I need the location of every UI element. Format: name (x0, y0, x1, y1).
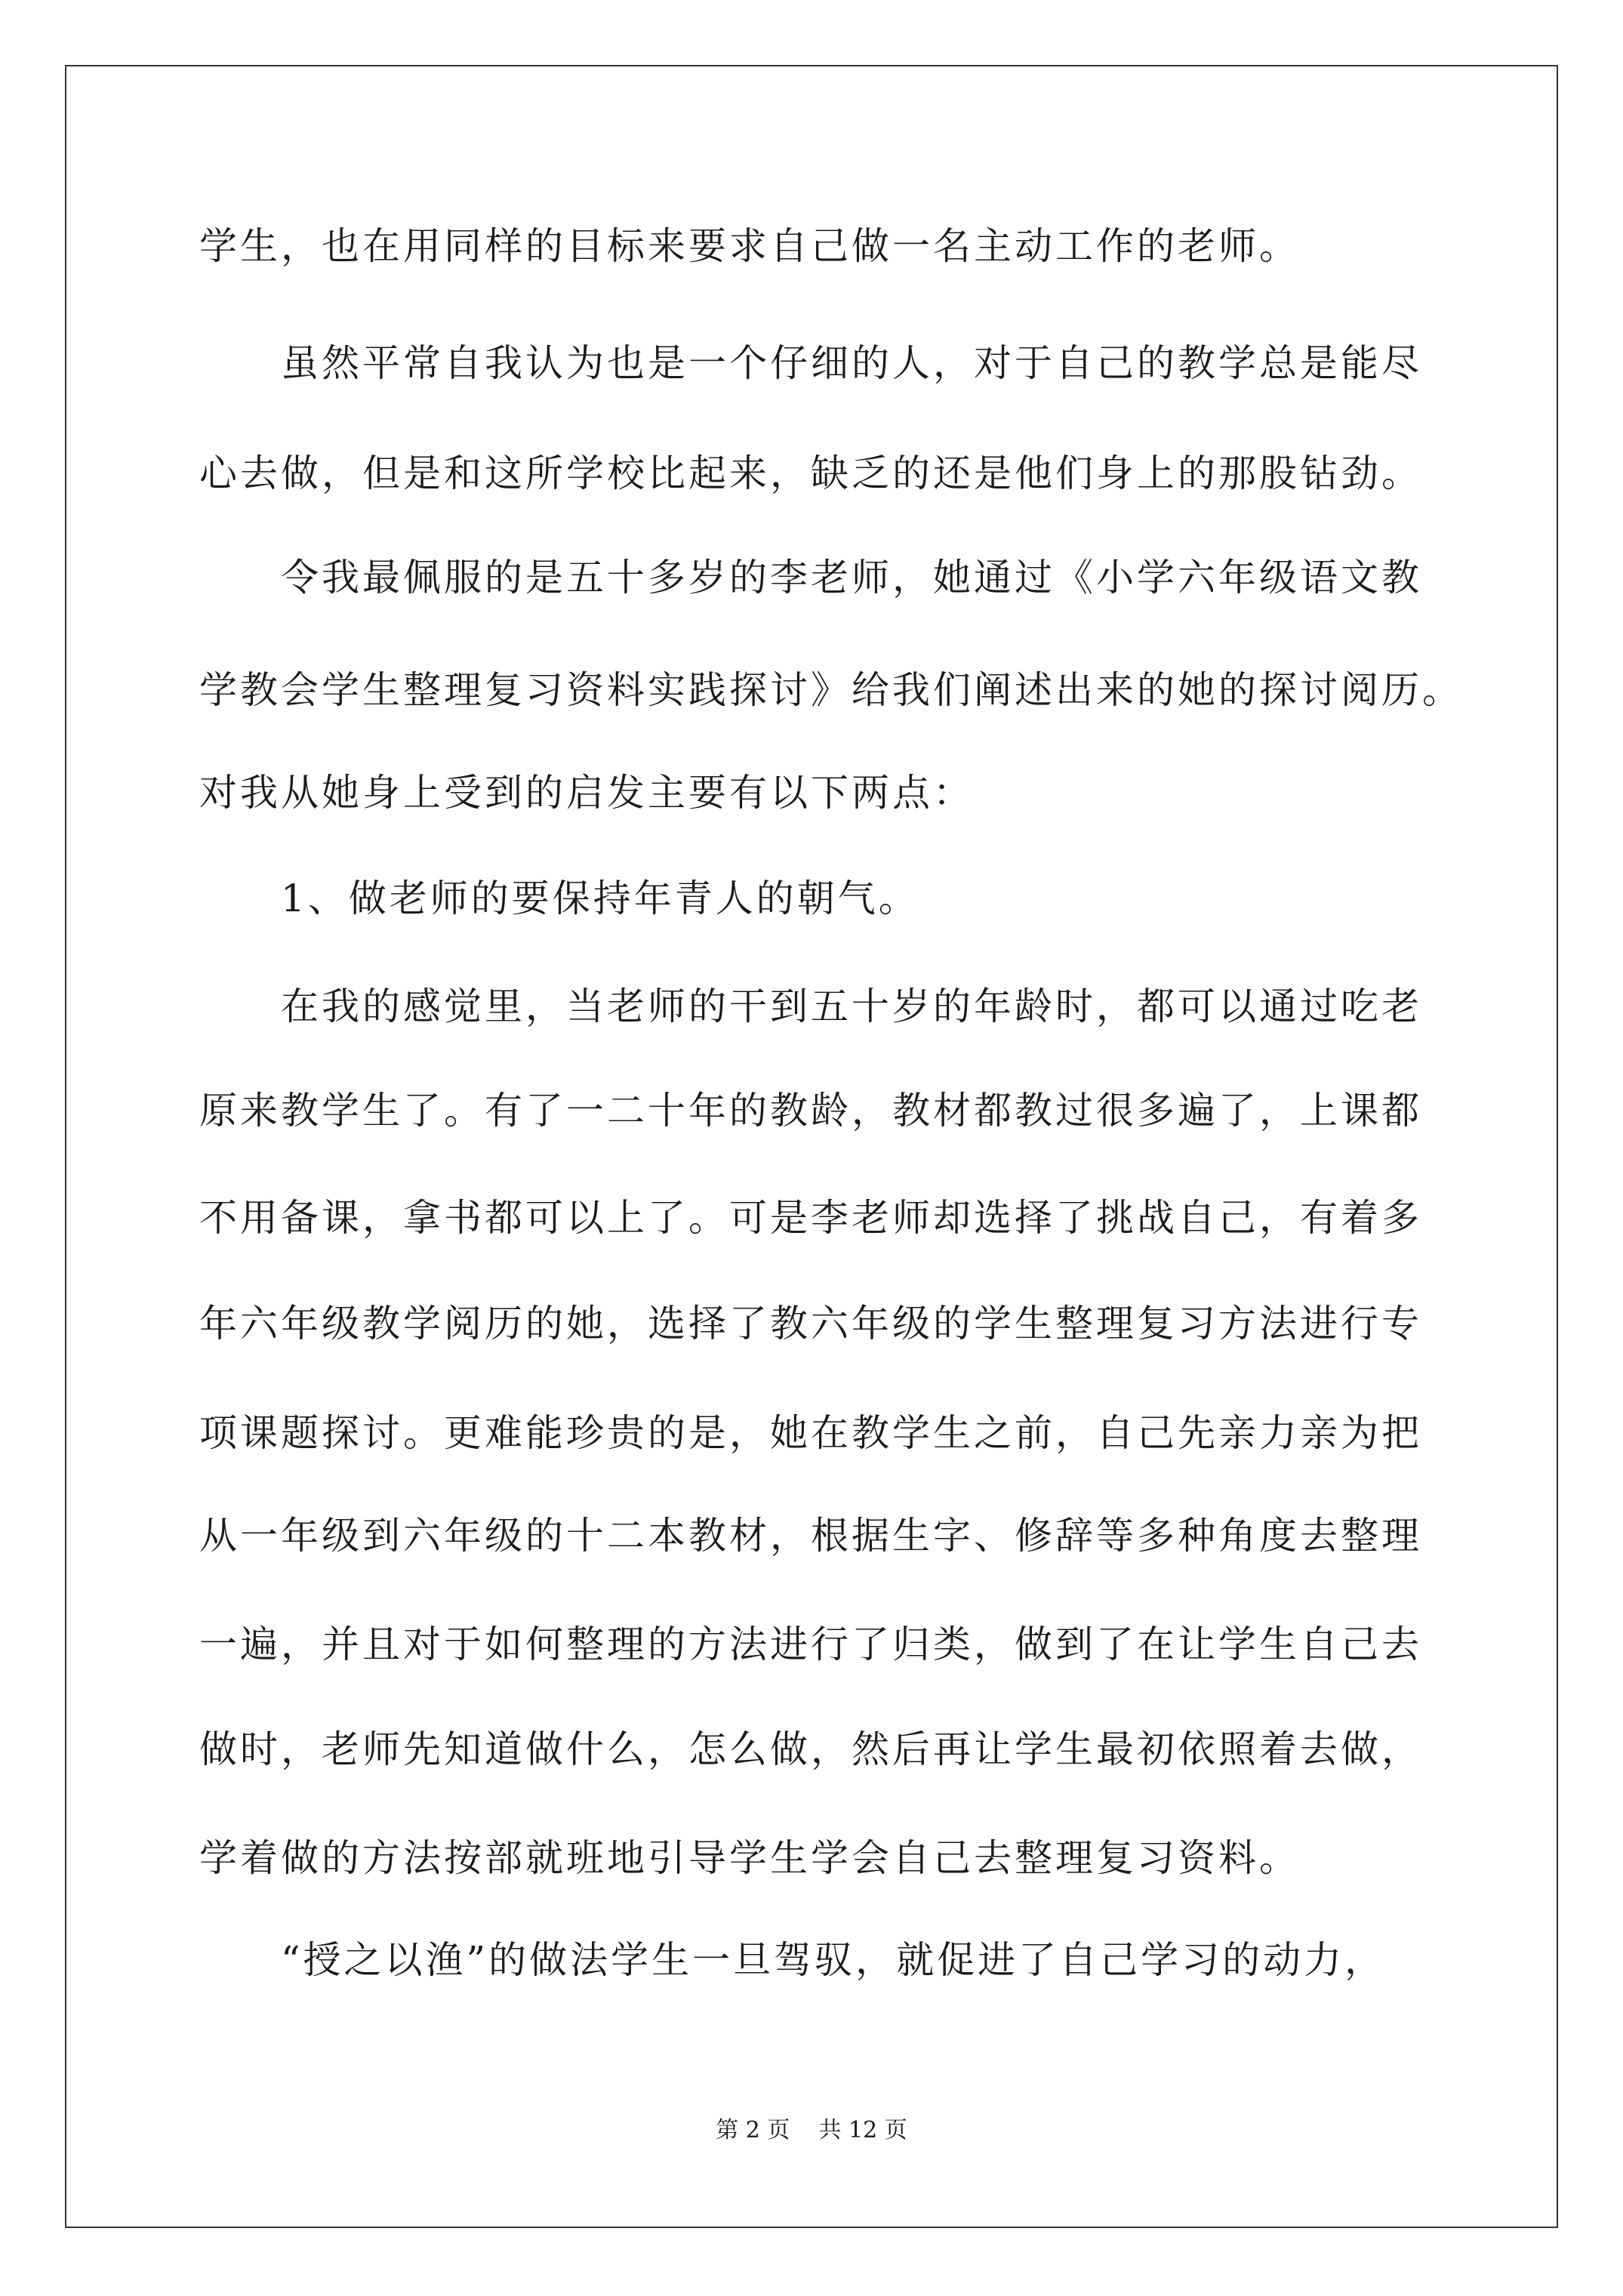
text-line: 不用备课，拿书都可以上了。可是李老师却选择了挑战自己，有着多 (199, 1196, 1422, 1240)
paragraph-line: 在我的感觉里，当老师的干到五十岁的年龄时，都可以通过吃老 (281, 985, 1422, 1028)
text-line: 学教会学生整理复习资料实践探讨》给我们阐述出来的她的探讨阅历。 (199, 668, 1463, 712)
text-line: 项课题探讨。更难能珍贵的是，她在教学生之前，自己先亲力亲为把 (199, 1411, 1422, 1455)
paragraph-line: 虽然平常自我认为也是一个仔细的人，对于自己的教学总是能尽 (281, 341, 1422, 385)
text-line: 学着做的方法按部就班地引导学生学会自己去整理复习资料。 (199, 1836, 1300, 1880)
paragraph-line: 令我最佩服的是五十多岁的李老师，她通过《小学六年级语文教 (281, 556, 1422, 599)
paragraph-line: “授之以渔”的做法学生一旦驾驭，就促进了自己学习的动力， (281, 1938, 1386, 1982)
text-line: 年六年级教学阅历的她，选择了教六年级的学生整理复习方法进行专 (199, 1302, 1422, 1345)
text-line: 心去做，但是和这所学校比起来，缺乏的还是他们身上的那股钻劲。 (199, 451, 1422, 495)
text-line: 做时，老师先知道做什么，怎么做，然后再让学生最初依照着去做， (199, 1727, 1422, 1771)
text-line: 学生，也在用同样的目标来要求自己做一名主动工作的老师。 (199, 224, 1300, 268)
text-line: 原来教学生了。有了一二十年的教龄，教材都教过很多遍了，上课都 (199, 1089, 1422, 1133)
text-line: 对我从她身上受到的启发主要有以下两点： (199, 771, 974, 815)
text-line: 从一年级到六年级的十二本教材，根据生字、修辞等多种角度去整理 (199, 1514, 1422, 1558)
page-footer: 第 2 页 共 12 页 (716, 2117, 907, 2143)
text-line: 一遍，并且对于如何整理的方法进行了归类，做到了在让学生自己去 (199, 1623, 1422, 1666)
list-item-heading: 1、做老师的要保持年青人的朝气。 (281, 877, 919, 920)
page-border (65, 65, 1558, 2228)
